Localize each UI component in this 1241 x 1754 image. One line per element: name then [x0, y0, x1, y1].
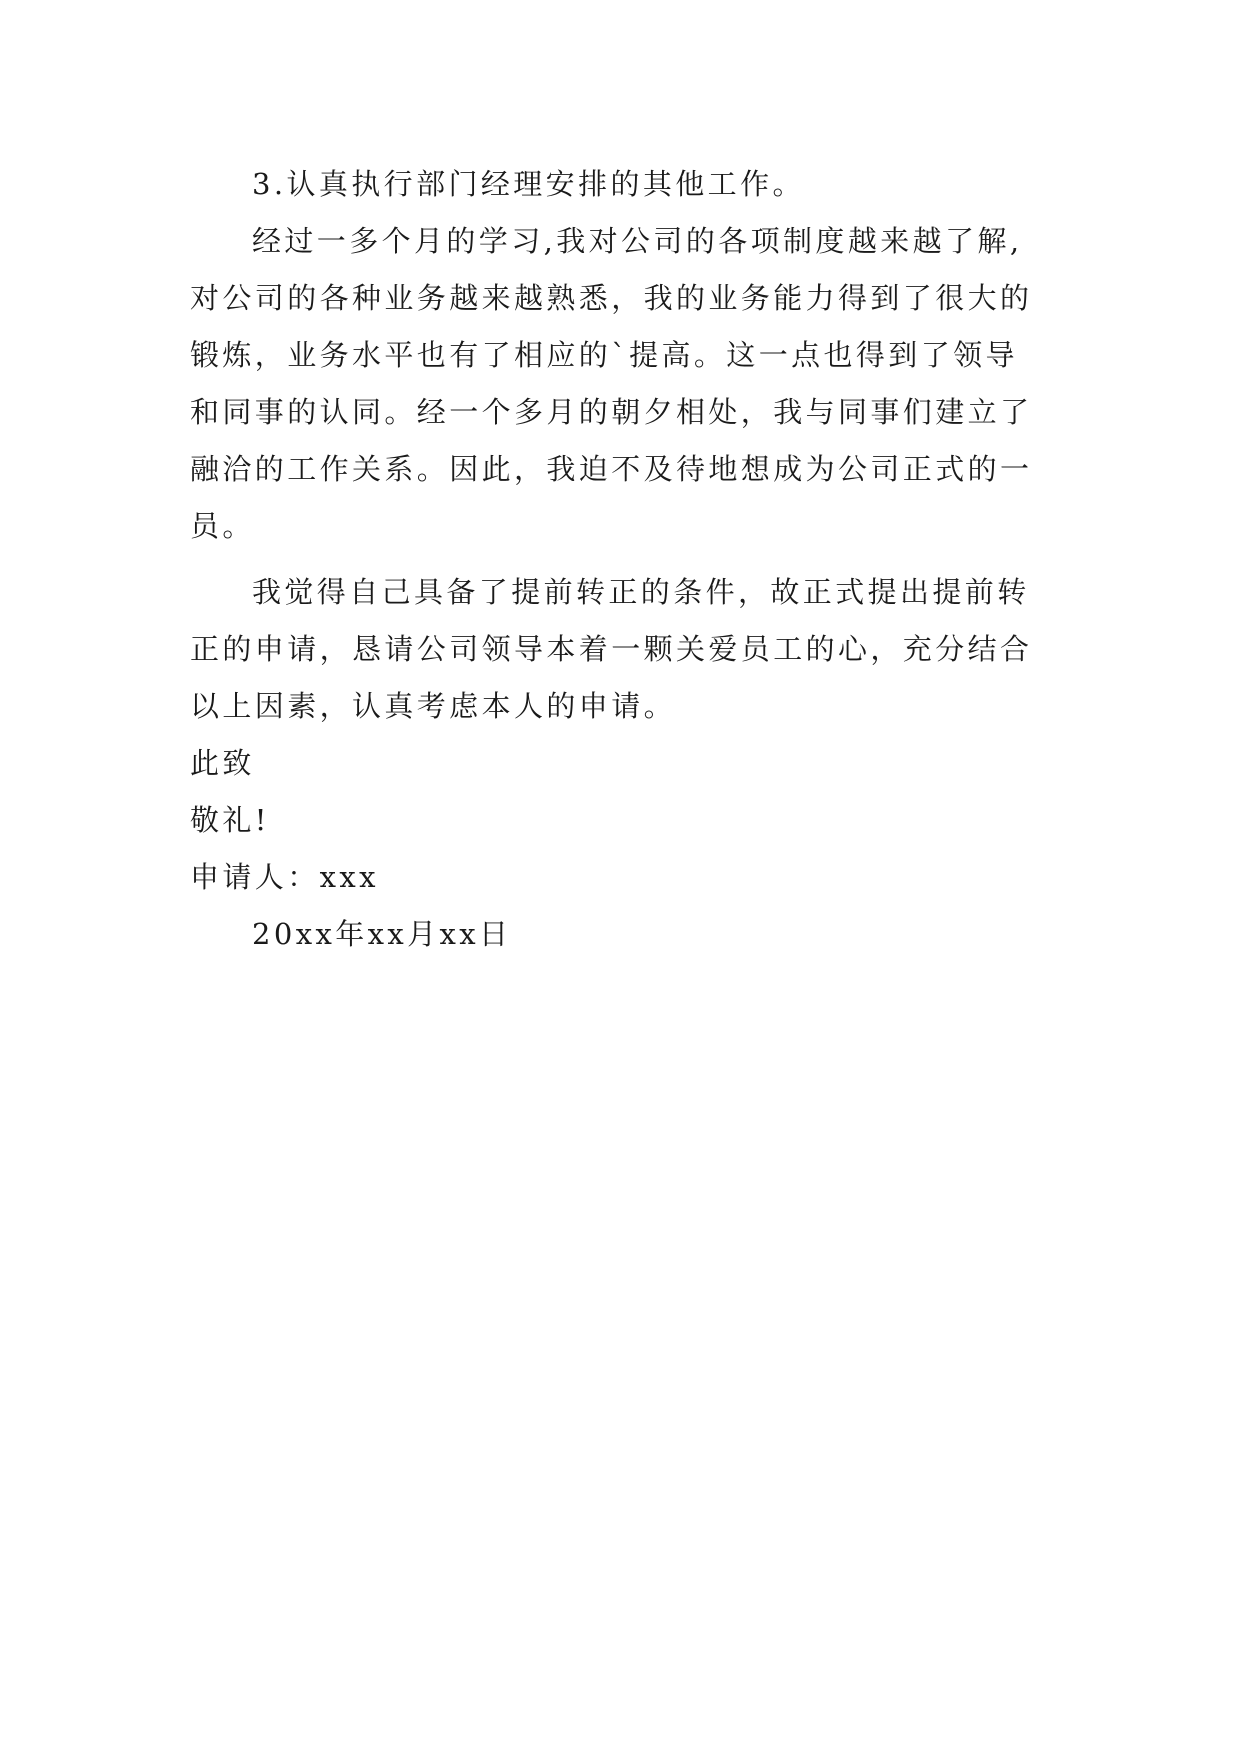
paragraph-line: 员。: [190, 509, 255, 543]
applicant-signature: 申请人：xxx: [190, 860, 379, 894]
paragraph-line: 和同事的认同。经一个多月的朝夕相处，我与同事们建立了: [190, 395, 1033, 429]
closing-salutation: 此致: [190, 746, 255, 780]
paragraph-line: 经过一多个月的学习,我对公司的各项制度越来越了解,: [252, 224, 1023, 258]
paragraph-line: 融洽的工作关系。因此，我迫不及待地想成为公司正式的一: [190, 452, 1033, 486]
closing-regards: 敬礼!: [190, 803, 270, 837]
date-line: 20xx年xx月xx日: [252, 917, 512, 951]
list-item-3: 3.认真执行部门经理安排的其他工作。: [252, 167, 805, 201]
paragraph-line: 我觉得自己具备了提前转正的条件，故正式提出提前转: [252, 575, 1030, 609]
paragraph-line: 以上因素，认真考虑本人的申请。: [190, 689, 677, 723]
paragraph-line: 对公司的各种业务越来越熟悉，我的业务能力得到了很大的: [190, 281, 1033, 315]
paragraph-line: 正的申请，恳请公司领导本着一颗关爱员工的心，充分结合: [190, 632, 1033, 666]
paragraph-line: 锻炼，业务水平也有了相应的`提高。这一点也得到了领导: [190, 338, 1018, 372]
